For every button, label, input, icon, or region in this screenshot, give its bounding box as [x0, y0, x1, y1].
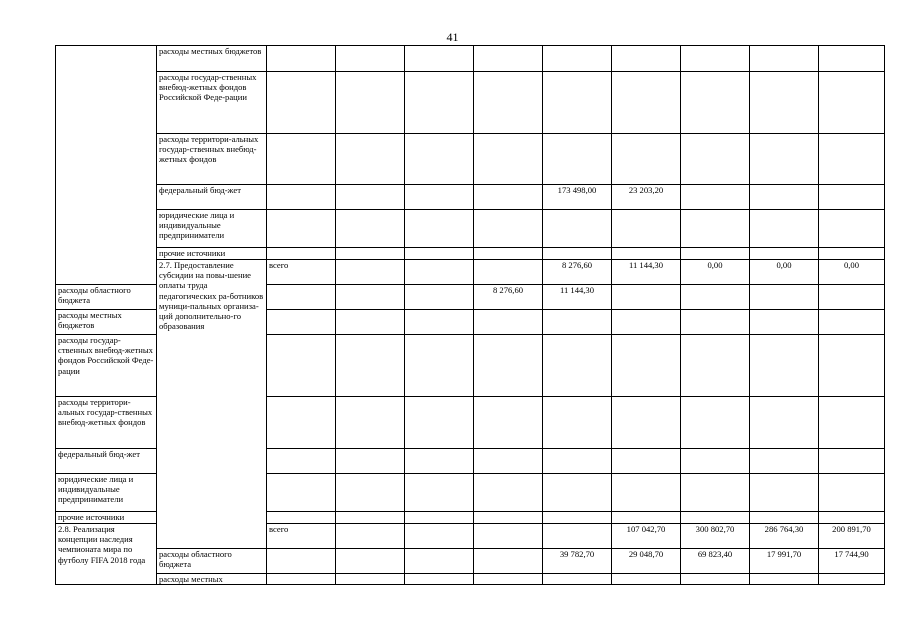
value-cell — [405, 185, 474, 210]
value-cell — [612, 285, 681, 310]
value-cell: 11 144,30 — [543, 285, 612, 310]
value-cell — [405, 285, 474, 310]
value-cell: 0,00 — [750, 260, 819, 285]
item-title: 2.7. Предоставление субсидии на повы-шение оплаты труда педагогических ра-ботников муници-пальных организа-ций дополнительно-го образования — [157, 260, 267, 549]
source-label: юридические лица и индивидуальные предприниматели — [157, 210, 267, 248]
value-cell — [750, 285, 819, 310]
value-cell: 0,00 — [681, 260, 750, 285]
value-cell — [405, 524, 474, 549]
value-cell: 0,00 — [819, 260, 885, 285]
source-label: расходы территори-альных государ-ственных внебюд-жетных фондов — [56, 397, 157, 449]
value-cell: 173 498,00 — [543, 185, 612, 210]
source-label: расходы территори-альных государ-ственных внебюд-жетных фондов — [157, 134, 267, 185]
page-number: 41 — [446, 30, 459, 44]
value-cell — [681, 185, 750, 210]
source-label: расходы областного бюджета — [56, 285, 157, 310]
value-cell — [681, 285, 750, 310]
value-cell — [336, 524, 405, 549]
source-label: расходы местных — [157, 574, 267, 585]
value-cell — [819, 285, 885, 310]
budget-table — [55, 45, 885, 585]
value-cell: 286 764,30 — [750, 524, 819, 549]
source-label: расходы местных бюджетов — [56, 310, 157, 335]
value-cell — [474, 185, 543, 210]
value-cell — [336, 549, 405, 574]
value-cell — [267, 549, 336, 574]
value-cell: 17 991,70 — [750, 549, 819, 574]
source-label: всего — [267, 260, 336, 285]
source-label: прочие источники — [157, 248, 267, 260]
source-label: прочие источники — [56, 512, 157, 524]
value-cell: 17 744,90 — [819, 549, 885, 574]
value-cell — [267, 185, 336, 210]
value-cell: 8 276,60 — [543, 260, 612, 285]
value-cell: 300 802,70 — [681, 524, 750, 549]
item-title: 2.8. Реализация концепции наследия чемпионата мира по футболу FIFA 2018 года — [56, 524, 157, 585]
source-label: расходы государ-ственных внебюд-жетных фондов Российской Феде-рации — [157, 72, 267, 134]
source-label: всего — [267, 524, 336, 549]
source-label: расходы государ-ственных внебюд-жетных фондов Российской Феде-рации — [56, 335, 157, 397]
value-cell: 200 891,70 — [819, 524, 885, 549]
value-cell: 23 203,20 — [612, 185, 681, 210]
value-cell: 29 048,70 — [612, 549, 681, 574]
value-cell — [336, 185, 405, 210]
value-cell — [474, 524, 543, 549]
value-cell: 11 144,30 — [612, 260, 681, 285]
continued-item-cell — [56, 46, 157, 285]
value-cell: 39 782,70 — [543, 549, 612, 574]
value-cell — [474, 549, 543, 574]
source-label: федеральный бюд-жет — [157, 185, 267, 210]
source-label: расходы местных бюджетов — [157, 46, 267, 72]
value-cell — [267, 285, 336, 310]
value-cell — [405, 549, 474, 574]
source-label: расходы областного бюджета — [157, 549, 267, 574]
value-cell — [336, 260, 405, 285]
value-cell — [474, 260, 543, 285]
value-cell — [336, 285, 405, 310]
value-cell: 69 823,40 — [681, 549, 750, 574]
value-cell: 8 276,60 — [474, 285, 543, 310]
value-cell — [750, 185, 819, 210]
source-label: юридические лица и индивидуальные предприниматели — [56, 474, 157, 512]
value-cell — [819, 185, 885, 210]
value-cell — [543, 524, 612, 549]
value-cell: 107 042,70 — [612, 524, 681, 549]
source-label: федеральный бюд-жет — [56, 449, 157, 474]
value-cell — [405, 260, 474, 285]
